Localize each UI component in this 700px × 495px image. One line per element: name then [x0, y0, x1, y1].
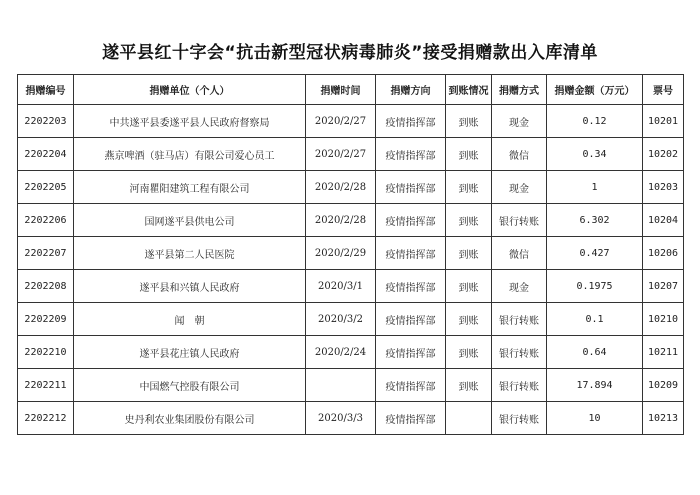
receipt-no-cell: 10211 — [643, 336, 684, 369]
table-row — [18, 138, 684, 171]
amount-cell: 0.12 — [547, 105, 643, 138]
direction-cell: 疫情指挥部 — [376, 138, 446, 171]
donation-id-cell: 2202211 — [18, 369, 74, 402]
donor-cell: 中共遂平县委遂平县人民政府督察局 — [74, 105, 306, 138]
donation-id-cell: 2202204 — [18, 138, 74, 171]
table-row — [18, 237, 684, 270]
table-row — [18, 336, 684, 369]
header-donor: 捐赠单位（个人） — [74, 75, 306, 105]
table-row — [18, 171, 684, 204]
method-cell: 现金 — [492, 270, 547, 303]
date-cell: 2020/2/28 — [306, 204, 376, 237]
date-cell: 2020/2/27 — [306, 105, 376, 138]
direction-cell: 疫情指挥部 — [376, 303, 446, 336]
amount-cell: 10 — [547, 402, 643, 435]
arrival-status-cell: 到账 — [446, 270, 492, 303]
donor-cell: 遂平县第二人民医院 — [74, 237, 306, 270]
amount-cell: 1 — [547, 171, 643, 204]
arrival-status-cell: 到账 — [446, 369, 492, 402]
method-cell: 微信 — [492, 237, 547, 270]
receipt-no-cell: 10213 — [643, 402, 684, 435]
arrival-status-cell: 到账 — [446, 204, 492, 237]
header-direction: 捐赠方向 — [376, 75, 446, 105]
direction-cell: 疫情指挥部 — [376, 369, 446, 402]
direction-cell: 疫情指挥部 — [376, 336, 446, 369]
arrival-status-cell: 到账 — [446, 336, 492, 369]
method-cell: 银行转账 — [492, 204, 547, 237]
amount-cell: 0.34 — [547, 138, 643, 171]
date-cell: 2020/2/28 — [306, 171, 376, 204]
method-cell: 银行转账 — [492, 369, 547, 402]
header-donation-id: 捐赠编号 — [18, 75, 74, 105]
donor-cell: 国网遂平县供电公司 — [74, 204, 306, 237]
arrival-status-cell — [446, 402, 492, 435]
amount-cell: 6.302 — [547, 204, 643, 237]
donor-cell: 中国燃气控股有限公司 — [74, 369, 306, 402]
method-cell: 银行转账 — [492, 336, 547, 369]
amount-cell: 0.64 — [547, 336, 643, 369]
table-row — [18, 303, 684, 336]
direction-cell: 疫情指挥部 — [376, 402, 446, 435]
header-method: 捐赠方式 — [492, 75, 547, 105]
donation-id-cell: 2202209 — [18, 303, 74, 336]
arrival-status-cell: 到账 — [446, 303, 492, 336]
amount-cell: 17.894 — [547, 369, 643, 402]
receipt-no-cell: 10204 — [643, 204, 684, 237]
receipt-no-cell: 10203 — [643, 171, 684, 204]
arrival-status-cell: 到账 — [446, 171, 492, 204]
donor-cell: 河南瞿阳建筑工程有限公司 — [74, 171, 306, 204]
donation-id-cell: 2202208 — [18, 270, 74, 303]
donation-id-cell: 2202206 — [18, 204, 74, 237]
table-row — [18, 402, 684, 435]
date-cell: 2020/3/3 — [306, 402, 376, 435]
direction-cell: 疫情指挥部 — [376, 270, 446, 303]
donor-cell: 遂平县和兴镇人民政府 — [74, 270, 306, 303]
donor-cell: 遂平县花庄镇人民政府 — [74, 336, 306, 369]
date-cell: 2020/2/29 — [306, 237, 376, 270]
date-cell: 2020/2/24 — [306, 336, 376, 369]
date-cell: 2020/2/27 — [306, 138, 376, 171]
receipt-no-cell: 10201 — [643, 105, 684, 138]
donation-id-cell: 2202212 — [18, 402, 74, 435]
amount-cell: 0.1 — [547, 303, 643, 336]
receipt-no-cell: 10209 — [643, 369, 684, 402]
method-cell: 现金 — [492, 171, 547, 204]
amount-cell: 0.427 — [547, 237, 643, 270]
method-cell: 银行转账 — [492, 303, 547, 336]
document-title: 遂平县红十字会“抗击新型冠状病毒肺炎”接受捐赠款出入库清单 — [102, 43, 598, 63]
receipt-no-cell: 10206 — [643, 237, 684, 270]
receipt-no-cell: 10210 — [643, 303, 684, 336]
arrival-status-cell: 到账 — [446, 105, 492, 138]
direction-cell: 疫情指挥部 — [376, 204, 446, 237]
donation-id-cell: 2202203 — [18, 105, 74, 138]
arrival-status-cell: 到账 — [446, 237, 492, 270]
receipt-no-cell: 10207 — [643, 270, 684, 303]
arrival-status-cell: 到账 — [446, 138, 492, 171]
header-arrival-status: 到账情况 — [446, 75, 492, 105]
header-amount: 捐赠金额（万元） — [547, 75, 643, 105]
donor-cell: 燕京啤酒（驻马店）有限公司爱心员工 — [74, 138, 306, 171]
donation-id-cell: 2202205 — [18, 171, 74, 204]
direction-cell: 疫情指挥部 — [376, 237, 446, 270]
donor-cell: 闻 朝 — [74, 303, 306, 336]
donation-id-cell: 2202210 — [18, 336, 74, 369]
table-row — [18, 270, 684, 303]
direction-cell: 疫情指挥部 — [376, 171, 446, 204]
date-cell: 2020/3/2 — [306, 303, 376, 336]
method-cell: 银行转账 — [492, 402, 547, 435]
table-row — [18, 204, 684, 237]
date-cell: 2020/3/1 — [306, 270, 376, 303]
method-cell: 微信 — [492, 138, 547, 171]
amount-cell: 0.1975 — [547, 270, 643, 303]
date-cell — [306, 369, 376, 402]
receipt-no-cell: 10202 — [643, 138, 684, 171]
header-date: 捐赠时间 — [306, 75, 376, 105]
donor-cell: 史丹利农业集团股份有限公司 — [74, 402, 306, 435]
method-cell: 现金 — [492, 105, 547, 138]
donation-id-cell: 2202207 — [18, 237, 74, 270]
table-header-row — [18, 75, 684, 105]
table-row — [18, 369, 684, 402]
direction-cell: 疫情指挥部 — [376, 105, 446, 138]
donation-table — [17, 74, 684, 435]
header-receipt-no: 票号 — [643, 75, 684, 105]
table-row — [18, 105, 684, 138]
